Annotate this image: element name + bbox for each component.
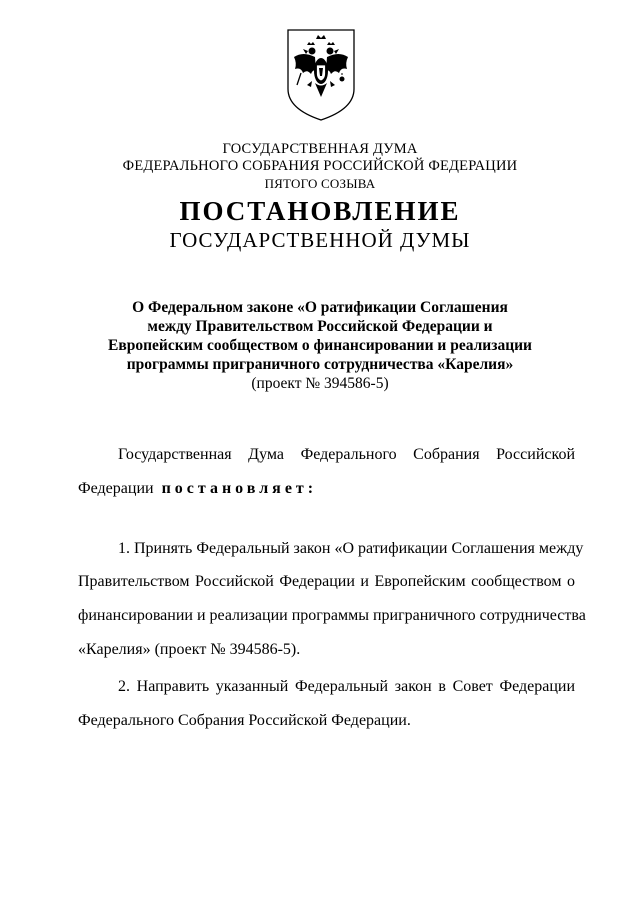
subject-line: программы приграничного сотрудничества «Карелия» [126,356,514,373]
item-2-line: 2. Направить указанный Федеральный закон в Совет Федерации [118,678,575,695]
subject-line: Европейским сообществом о финансировании и реализации [108,337,532,354]
document-subject [90,298,550,393]
item-1-line: финансировании и реализации программы приграничного сотрудничества [78,607,586,624]
document-type-heading: ПОСТАНОВЛЕНИЕ [179,196,461,226]
coat-of-arms-emblem [285,27,357,123]
document-subtype-heading: ГОСУДАРСТВЕННОЙ ДУМЫ [169,228,471,252]
subject-line: между Правительством Российской Федерации и [147,318,493,335]
project-number: (проект № 394586-5) [251,375,389,392]
item-1-line: «Карелия» (проект № 394586-5). [78,641,301,658]
preamble-subject: Федерации [78,480,154,497]
item-1-line: Правительством Российской Федерации и Европейским сообществом о [78,573,575,590]
preamble-line [78,480,317,498]
double-headed-eagle-icon [285,27,357,123]
organization-title: ГОСУДАРСТВЕННАЯ ДУМА [222,141,418,157]
organization-subtitle: ФЕДЕРАЛЬНОГО СОБРАНИЯ РОССИЙСКОЙ ФЕДЕРАЦИИ [122,158,518,174]
preamble-line: Государственная Дума Федерального Собрания Российской [118,446,575,463]
item-2-line: Федерального Собрания Российской Федерации. [78,712,411,729]
item-1-line: 1. Принять Федеральный закон «О ратификации Соглашения между [118,540,584,557]
subject-line: О Федеральном законе «О ратификации Соглашения [132,299,508,316]
resolution-verb: постановляет: [161,480,318,497]
convocation: ПЯТОГО СОЗЫВА [264,176,376,191]
